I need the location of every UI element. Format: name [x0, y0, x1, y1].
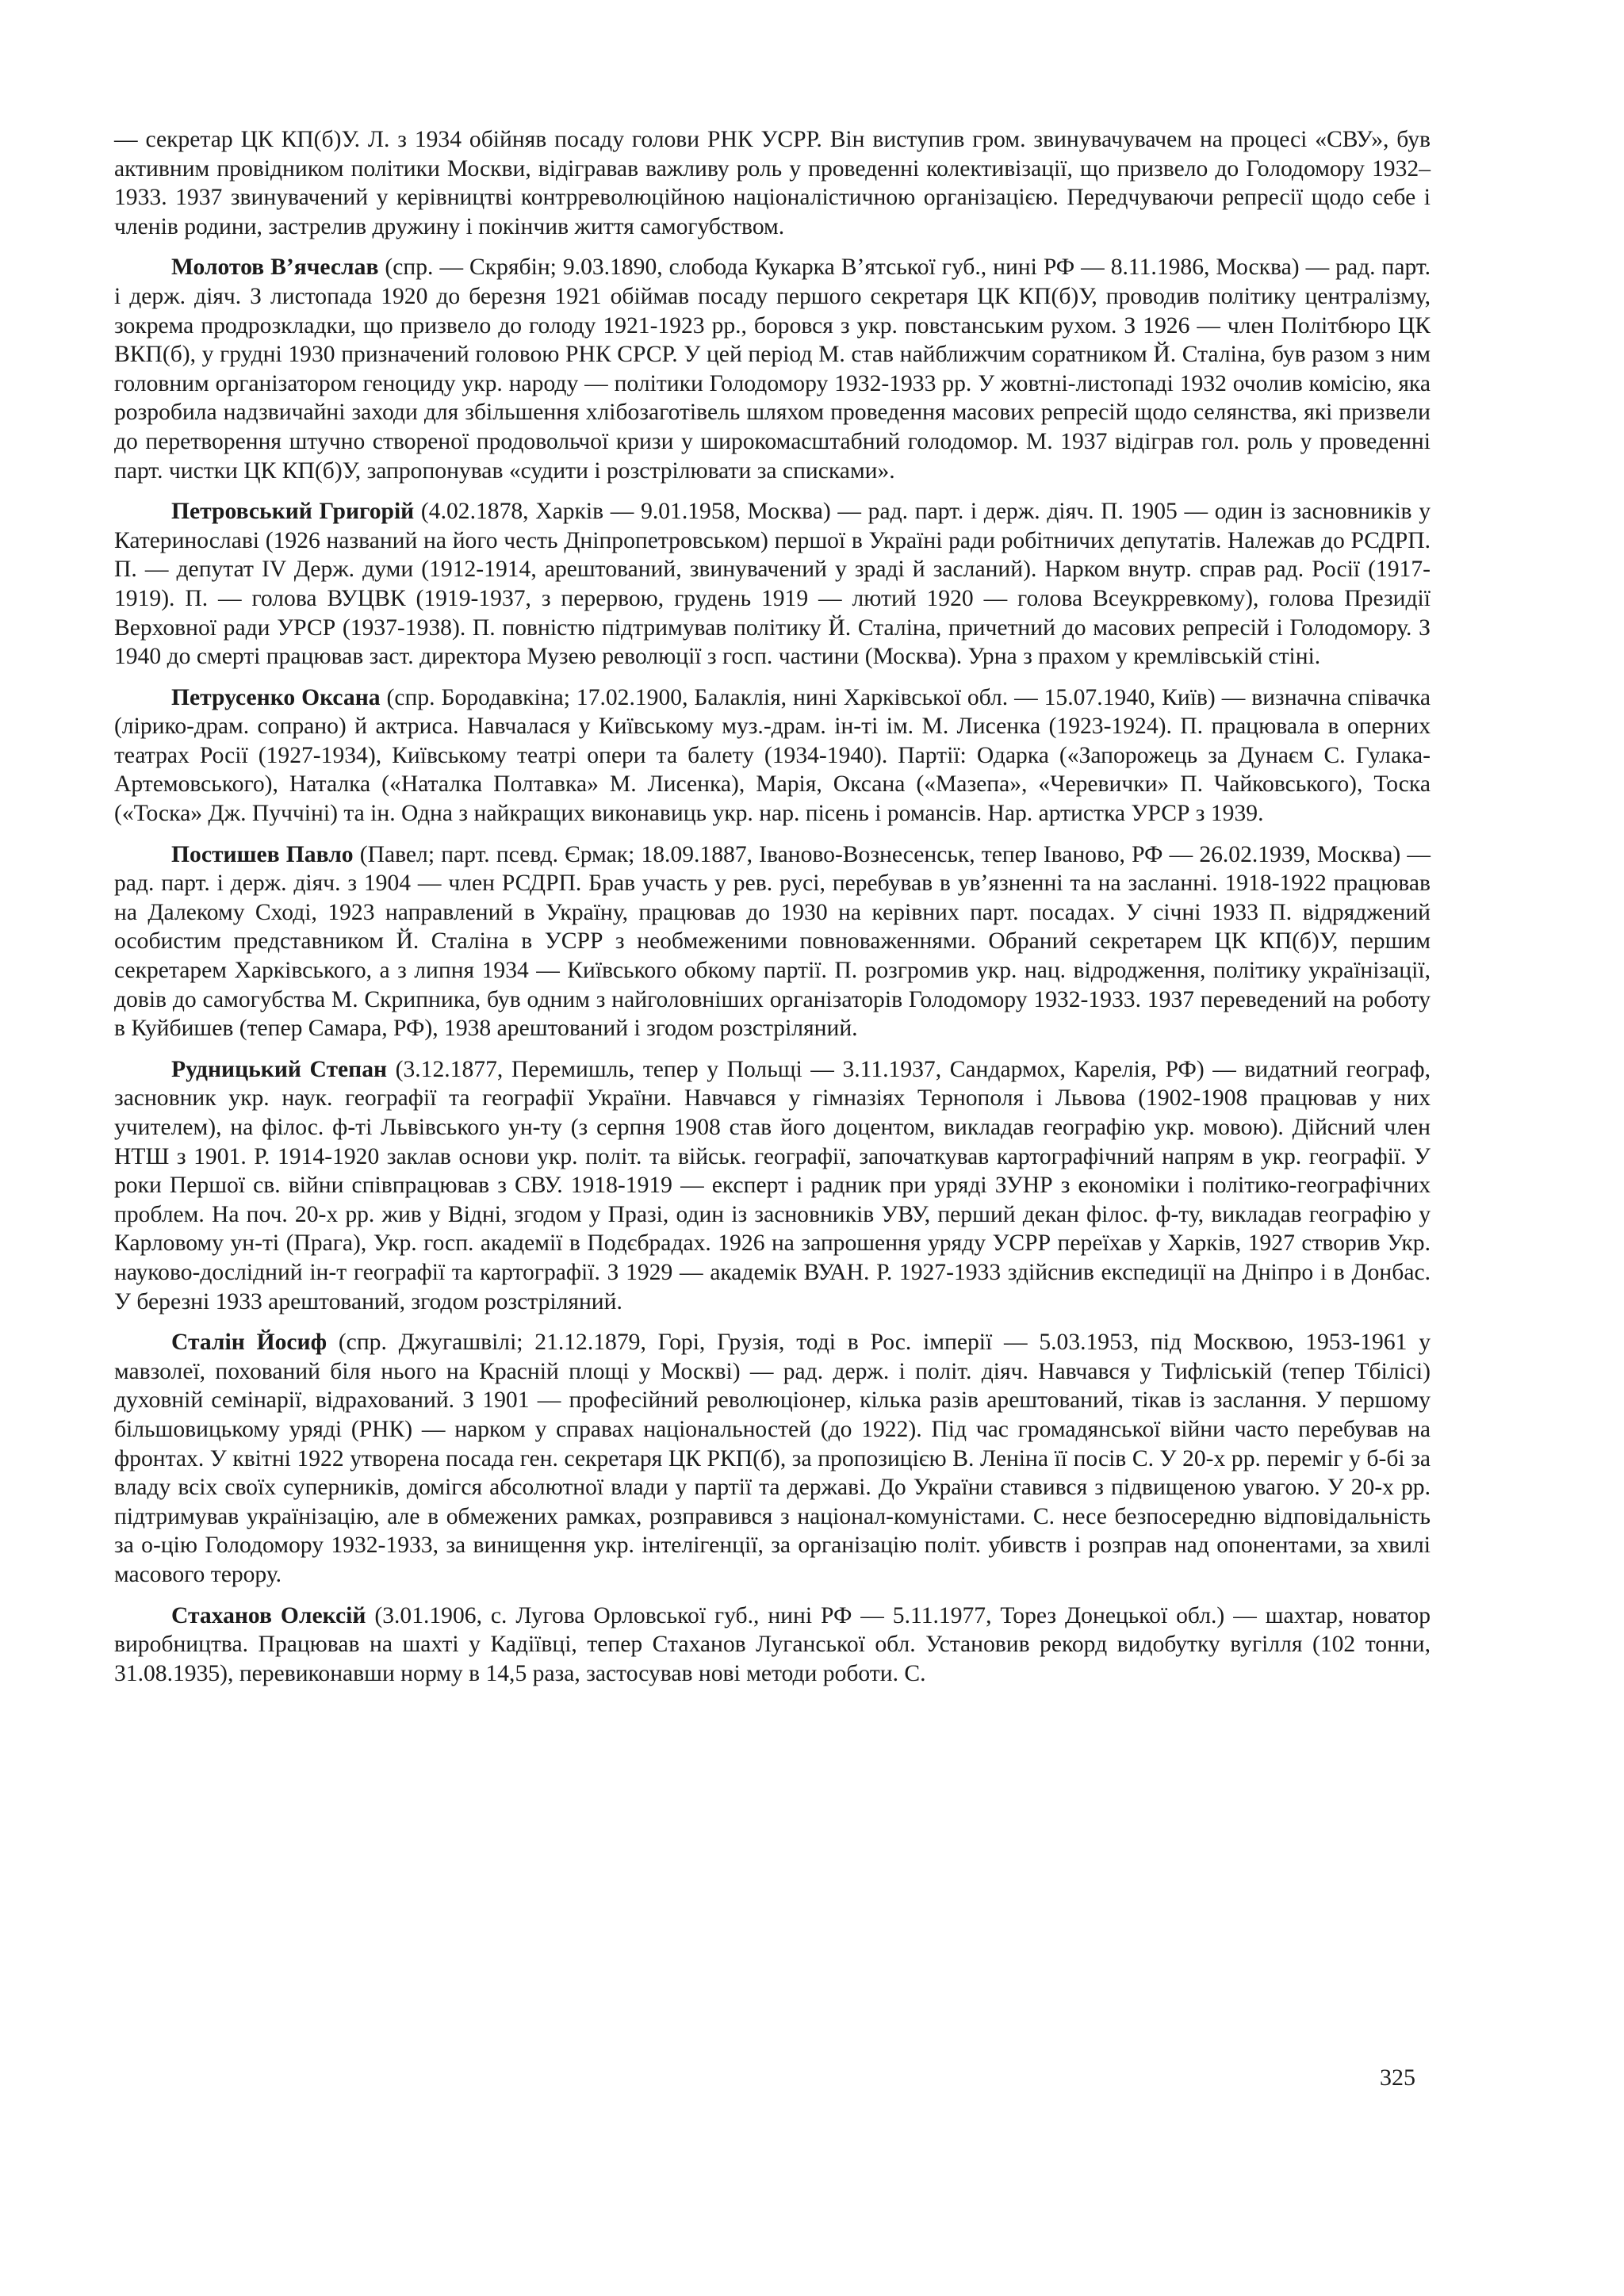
entry-name: Петровський Григорій: [171, 499, 415, 525]
entry-text: (3.01.1906, с. Лугова Орловської губ., нині РФ — 5.11.1977, Торез Донецької обл.) — шахтар, новатор виробництва. Працював на шахті у Кадіївці, тепер Стаханов Луганської обл. Установив рекорд видобутку вугілля (102 тонни, 31.08.1935), перевиконавши норму в 14,5 раза, застосував нові методи роботи. С.: [114, 1602, 1431, 1686]
entry-petrovskyi: [114, 497, 1431, 672]
entry-molotov: [114, 253, 1431, 485]
entry-name: Стаханов Олексій: [171, 1602, 366, 1628]
entry-text: (Павел; парт. псевд. Єрмак; 18.09.1887, Іваново-Вознесенськ, тепер Іваново, РФ — 26.02.1939, Москва) — рад. парт. і держ. діяч. з 1904 — член РСДРП. Брав участь у рев. русі, перебував в ув’язненні та на засланні. 1918-1922 працював на Далекому Сході, 1923 направлений в Україну, працював до 1930 на керівних парт. посадах. У січні 1933 П. відряджений особистим представником Й. Сталіна в УСРР з необмеженими повноваженнями. Обраний секретарем ЦК КП(б)У, першим секретарем Харківського, а з липня 1934 — Київського обкому партії. П. розгромив укр. нац. відродження, політику українізації, довів до самогубства М. Скрипника, був одним з найголовніших організаторів Голодомору 1932-1933. 1937 переведений на роботу в Куйбишев (тепер Самара, РФ), 1938 арештований і згодом розстріляний.: [114, 841, 1431, 1042]
entry-text: (спр. — Скрябін; 9.03.1890, слобода Кукарка В’ятської губ., нині РФ — 8.11.1986, Москва) — рад. парт. і держ. діяч. З листопада 1920 до березня 1921 обіймав посаду першого секретаря ЦК КП(б)У, проводив політику централізму, зокрема продрозкладки, що призвело до голоду 1921-1923 рр., боровся з укр. повстанським рухом. З 1926 — член Політбюро ЦК ВКП(б), у грудні 1930 призначений головою РНК СРСР. У цей період М. став найближчим соратником Й. Сталіна, був разом з ним головним організатором геноциду укр. народу — політики Голодомору 1932-1933 рр. У жовтні-листопаді 1932 очолив комісію, яка розробила надзвичайні заходи для збільшення хлібозаготівель шляхом проведення масових репресій щодо селянства, які призвели до перетворення штучно створеної продовольчої кризи у широкомасштабний голодомор. М. 1937 відіграв гол. роль у проведенні парт. чистки ЦК КП(б)У, запропонував «судити і розстрілювати за списками».: [114, 254, 1431, 484]
entry-text: — секретар ЦК КП(б)У. Л. з 1934 обійняв посаду голови РНК УСРР. Він виступив гром. звинувачувачем на процесі «СВУ», був активним провідником політики Москви, відігравав важливу роль у проведенні колективізації, що призвело до Голодомору 1932–1933. 1937 звинувачений у керівництві контрреволюційною націоналістичною організацією. Передчуваючи репресії щодо себе і членів родини, застрелив дружину і покінчив життя самогубством.: [114, 127, 1431, 239]
entry-text: (4.02.1878, Харків — 9.01.1958, Москва) — рад. парт. і держ. діяч. П. 1905 — один із засновників у Катеринославі (1926 названий на його честь Дніпропетровськом) першої в Україні ради робітничих депутатів. Належав до РСДРП. П. — депутат IV Держ. думи (1912-1914, арештований, звинувачений у зраді й засланий). Нарком внутр. справ рад. Росії (1917-1919). П. — голова ВУЦВК (1919-1937, з перервою, грудень 1919 — лютий 1920 — голова Всеукрревкому), голова Президії Верховної ради УРСР (1937-1938). П. повністю підтримував політику Й. Сталіна, причетний до масових репресій і Голодомору. З 1940 до смерті працював заст. директора Музею революції з госп. частини (Москва). Урна з прахом у кремлівській стіні.: [114, 499, 1431, 670]
entry-petrusenko: [114, 683, 1431, 828]
entry-text: (спр. Бородавкіна; 17.02.1900, Балаклія, нині Харківської обл. — 15.07.1940, Київ) — визначна співачка (лірико-драм. сопрано) й актриса. Навчалася у Київському муз.-драм. ін-ті ім. М. Лисенка (1923-1924). П. працювала в оперних театрах Росії (1927-1934), Київському театрі опери та балету (1934-1940). Партії: Одарка («Запорожець за Дунаєм С. Гулака-Артемовського), Наталка («Наталка Полтавка» М. Лисенка), Марія, Оксана («Мазепа», «Черевички» П. Чайковського), Тоска («Тоска» Дж. Пуччіні) та ін. Одна з найкращих виконавиць укр. нар. пісень і романсів. Нар. артистка УРСР з 1939.: [114, 684, 1431, 827]
entry-text: (спр. Джугашвілі; 21.12.1879, Горі, Грузія, тоді в Рос. імперії — 5.03.1953, під Москвою, 1953-1961 у мавзолеї, похований біля нього на Красній площі у Москві) — рад. держ. і політ. діяч. Навчався у Тифліській (тепер Тбілісі) духовній семінарії, відрахований. З 1901 — професійний революціонер, кілька разів арештований, тікав із заслання. У першому більшовицькому уряді (РНК) — нарком у справах національностей (до 1922). Під час громадянської війни часто перебував на фронтах. У квітні 1922 утворена посада ген. секретаря ЦК РКП(б), за пропозицією В. Леніна її посів С. У 20-х рр. переміг у б-бі за владу всіх своїх суперників, домігся абсолютної влади у партії та державі. До України ставився з підвищеною увагою. У 20-х рр. підтримував українізацію, але в обмежених рамках, розправився з націонал-комуністами. С. несе безпосередню відповідальність за о-цію Голодомору 1932-1933, за винищення укр. інтелігенції, за організацію політ. убивств і розправ над опонентами, за хвилі масового терору.: [114, 1330, 1431, 1587]
entry-postyshev: [114, 840, 1431, 1043]
entry-name: Сталін Йосиф: [171, 1330, 327, 1356]
entry-name: Петрусенко Оксана: [171, 684, 381, 710]
entry-stalin: [114, 1328, 1431, 1589]
entry-name: Рудницький Степан: [171, 1056, 388, 1082]
entry-lyubchenko-continuation: [114, 125, 1431, 241]
entry-name: Молотов В’ячеслав: [171, 254, 379, 281]
entry-name: Постишев Павло: [171, 841, 354, 867]
entry-text: (3.12.1877, Перемишль, тепер у Польщі — 3.11.1937, Сандармох, Карелія, РФ) — видатний географ, засновник укр. наук. географії та географії України. Навчався у гімназіях Тернополя і Львова (1902-1908 працював у них учителем), на філос. ф-ті Львівського ун-ту (з серпня 1908 став його доцентом, викладав географію укр. мовою). Дійсний член НТШ з 1901. Р. 1914-1920 заклав основи укр. політ. та військ. географії, започаткував картографічний напрям в укр. географії. У роки Першої св. війни співпрацював з СВУ. 1918-1919 — експерт і радник при уряді ЗУНР з економіки і політико-географічних проблем. На поч. 20-х рр. жив у Відні, згодом у Празі, один із засновників УВУ, перший декан філос. ф-ту, викладав географію у Карловому ун-ті (Прага), Укр. госп. академії в Подєбрадах. 1926 на запрошення уряду УСРР переїхав у Харків, 1927 створив Укр. науково-дослідний ін-т географії та картографії. З 1929 — академік ВУАН. Р. 1927-1933 здійснив експедиції на Дніпро і в Донбас. У березні 1933 арештований, згодом розстріляний.: [114, 1056, 1431, 1314]
page-text: [114, 125, 1431, 1700]
entry-rudnytskyi: [114, 1055, 1431, 1316]
page-number: 325: [1380, 2064, 1415, 2091]
entry-stakhanov: [114, 1601, 1431, 1689]
